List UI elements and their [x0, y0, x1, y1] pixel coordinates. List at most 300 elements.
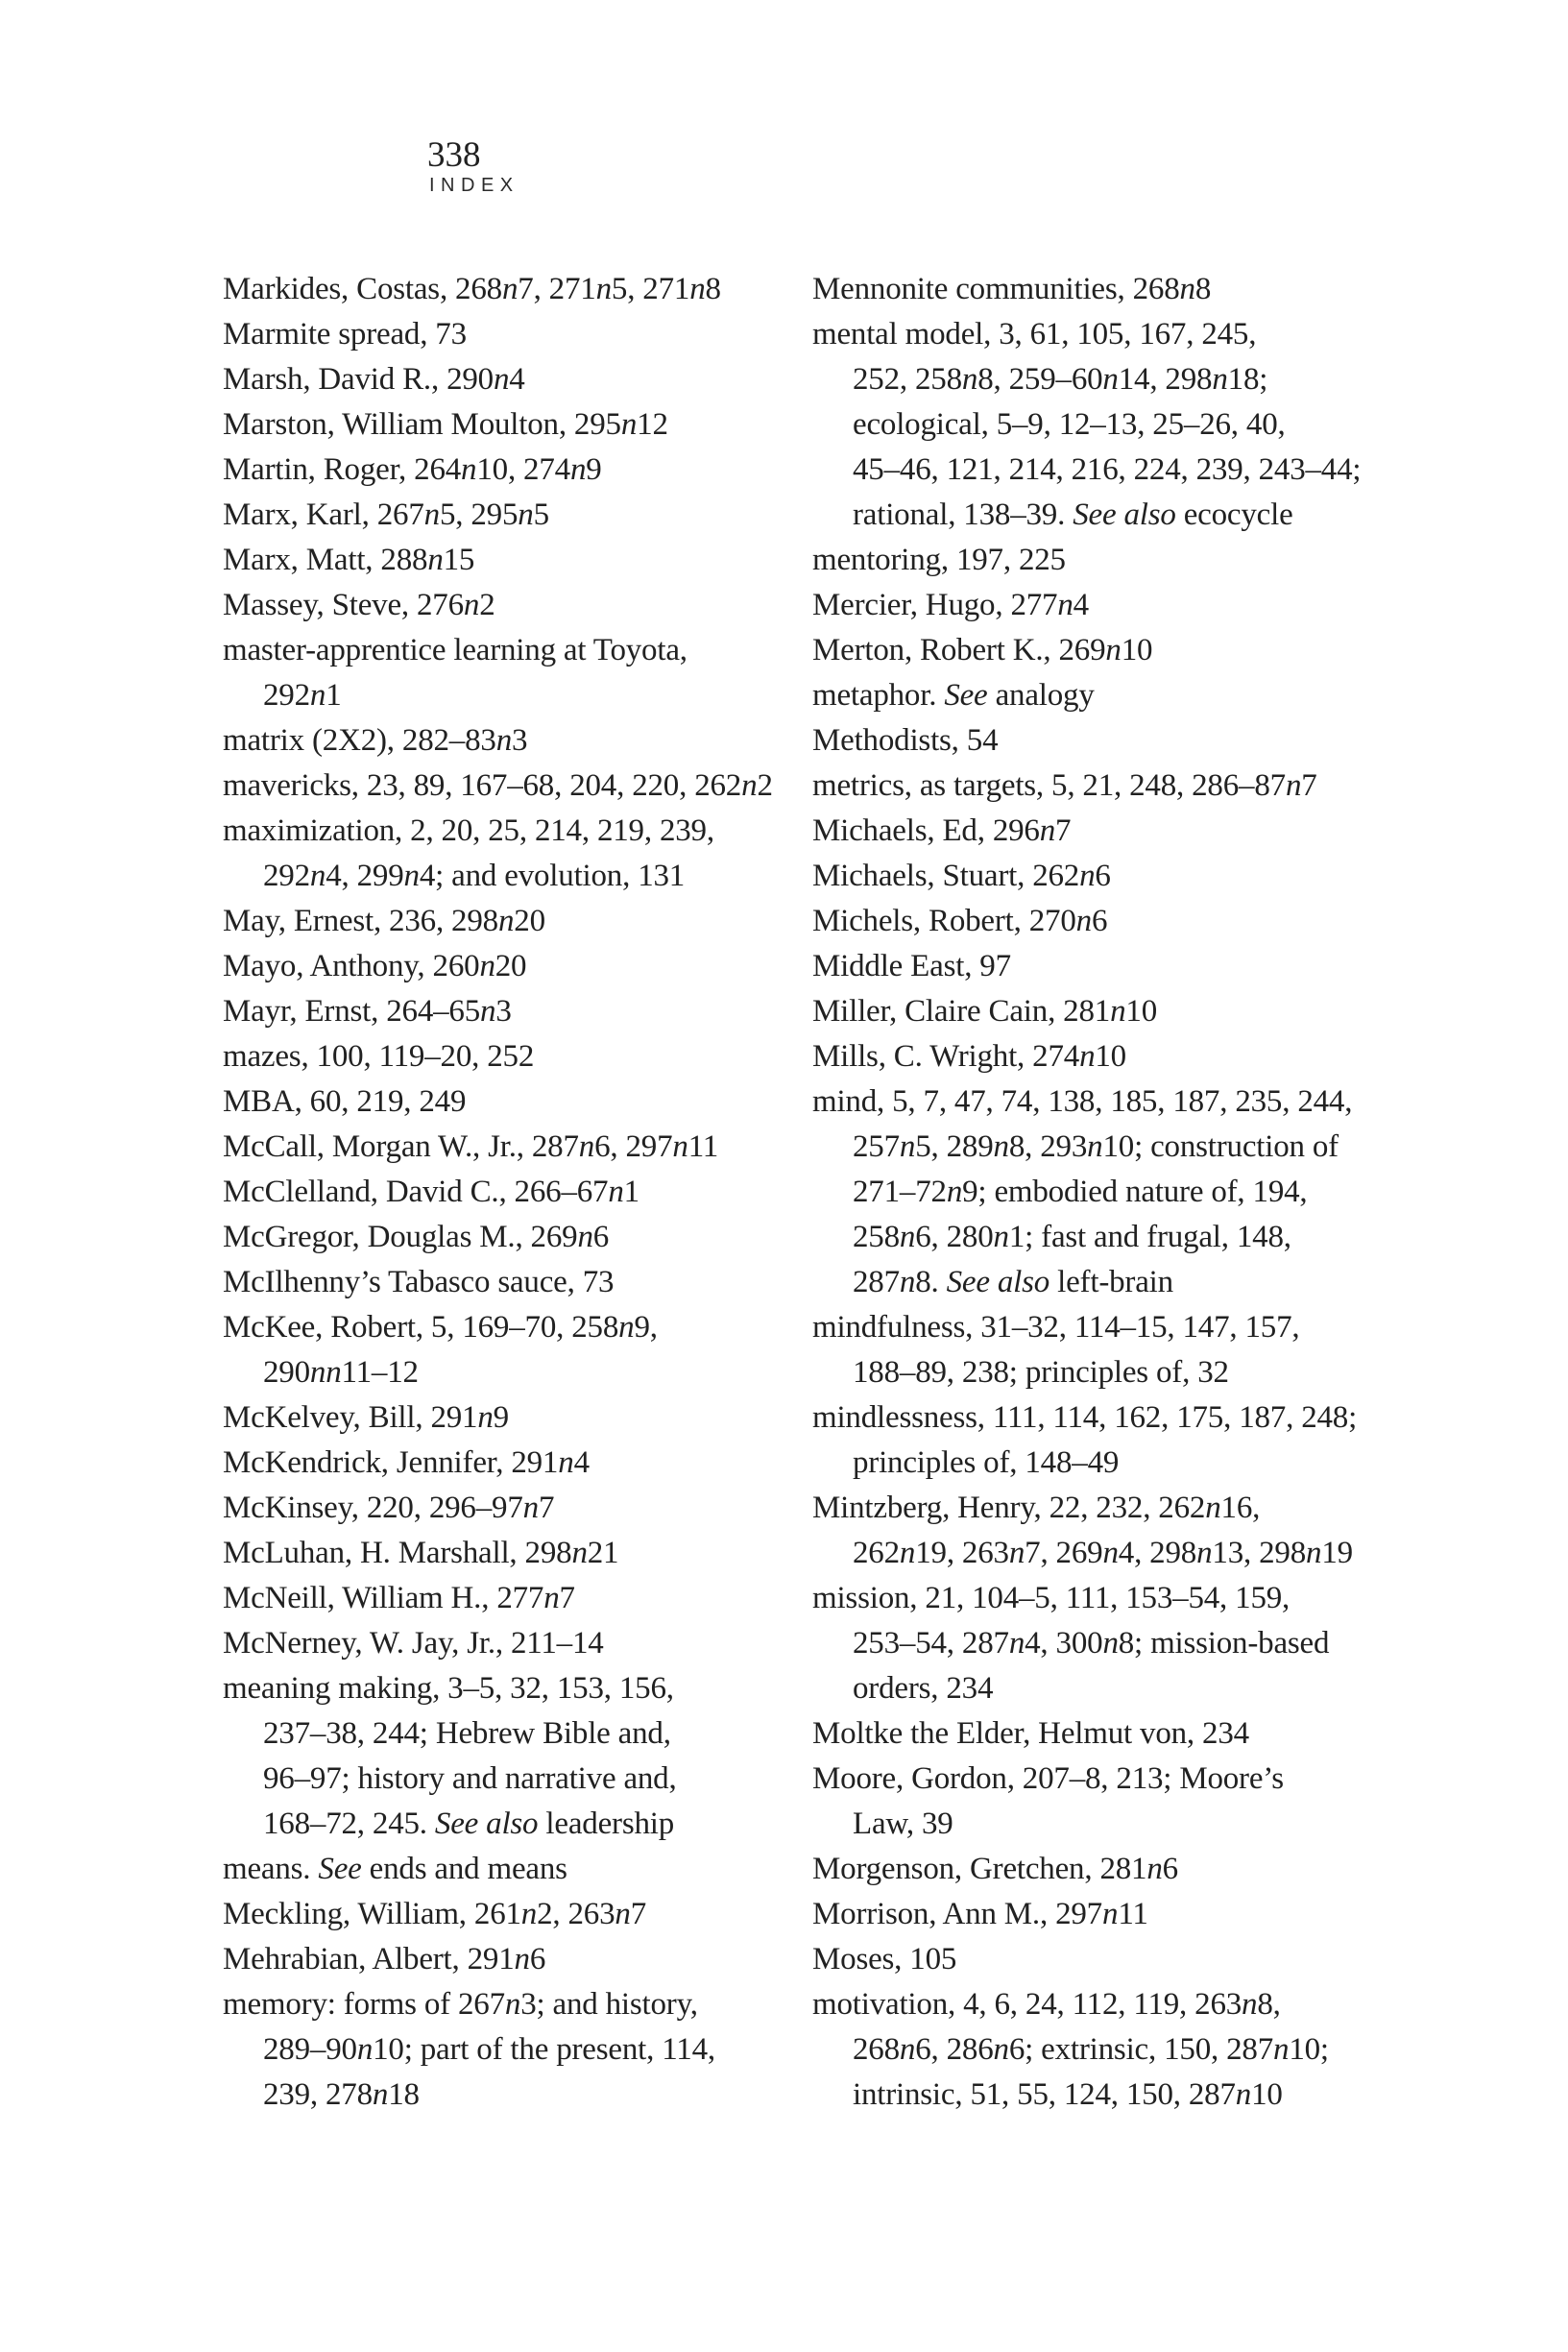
index-line-run: 9 — [586, 452, 602, 487]
index-line-run: 188–89, 238; principles of, 32 — [853, 1355, 1229, 1390]
index-line-italic-run: n — [1285, 768, 1302, 803]
index-line-run: mavericks, 23, 89, 167–68, 204, 220, 262 — [223, 768, 742, 803]
index-line — [223, 809, 799, 854]
index-line-run: Marsh, David R., 290 — [223, 362, 494, 397]
index-line — [812, 764, 1388, 809]
index-line-run: 292 — [263, 859, 310, 893]
index-line-italic-run: n — [1102, 362, 1119, 397]
index-line-italic-run: n — [543, 1581, 560, 1615]
index-line-run: 5, 289 — [915, 1129, 994, 1164]
index-line-run: Mehrabian, Albert, 291 — [223, 1942, 515, 1976]
index-line — [223, 1170, 799, 1215]
index-line-run: 7 — [559, 1581, 575, 1615]
index-line-run: 7 — [1301, 768, 1317, 803]
index-line-run: 5 — [533, 497, 549, 532]
index-line-run: 11 — [688, 1129, 719, 1164]
index-line-italic-run: n — [993, 1220, 1009, 1254]
index-line-run: 12 — [637, 407, 668, 442]
index-line-italic-run: n — [1205, 1491, 1221, 1525]
index-line-run: 4, 299 — [326, 859, 404, 893]
index-line-run: analogy — [987, 678, 1095, 713]
index-line-run: McGregor, Douglas M., 269 — [223, 1220, 578, 1254]
index-line-italic-run: See — [944, 678, 988, 713]
index-line-run: metaphor. — [812, 678, 945, 713]
index-line-italic-run: n — [1079, 859, 1096, 893]
index-line-italic-run: n — [477, 1400, 494, 1435]
index-line-run: Mayo, Anthony, 260 — [223, 949, 480, 983]
index-line-run: Marx, Matt, 288 — [223, 543, 428, 577]
index-line-run: 18 — [388, 2077, 420, 2112]
index-line — [812, 1757, 1388, 1802]
index-line-italic-run: n — [518, 497, 534, 532]
index-line — [223, 2073, 799, 2118]
index-line-run: mindlessness, 111, 114, 162, 175, 187, 248; — [812, 1400, 1358, 1435]
index-line-italic-run: n — [672, 1129, 688, 1164]
index-line-run: ends and means — [361, 1852, 567, 1886]
index-line-run: mind, 5, 7, 47, 74, 138, 185, 187, 235, 244, — [812, 1084, 1353, 1119]
index-line-run: Moses, 105 — [812, 1942, 957, 1976]
index-line-italic-run: n — [608, 1175, 624, 1209]
index-line — [223, 1125, 799, 1170]
index-line — [223, 673, 799, 718]
index-line — [223, 944, 799, 989]
index-line-italic-run: n — [461, 452, 477, 487]
index-line — [812, 854, 1388, 899]
index-line-run: 287 — [853, 1265, 900, 1299]
index-line-run: 5, 271 — [611, 272, 690, 306]
index-line-run: 3 — [495, 994, 512, 1029]
index-line-run: Michels, Robert, 270 — [812, 904, 1076, 938]
index-line-run: 6 — [1095, 859, 1111, 893]
index-line — [223, 1576, 799, 1621]
index-line — [223, 854, 799, 899]
index-line-run: 7, 271 — [518, 272, 596, 306]
index-line-run: Miller, Claire Cain, 281 — [812, 994, 1111, 1029]
index-line-run: 10 — [1251, 2077, 1283, 2112]
index-line — [223, 899, 799, 944]
index-line — [223, 1937, 799, 1982]
index-line — [812, 357, 1388, 402]
index-line-run: 9 — [493, 1400, 509, 1435]
index-line — [223, 1215, 799, 1260]
index-line — [223, 1802, 799, 1847]
index-line-run: Michaels, Ed, 296 — [812, 813, 1040, 848]
index-line-run: Marston, William Moulton, 295 — [223, 407, 621, 442]
index-line-italic-run: See also — [434, 1806, 539, 1841]
index-line-run: 9, — [634, 1310, 658, 1345]
index-line-run: McKee, Robert, 5, 169–70, 258 — [223, 1310, 619, 1345]
index-line-run: matrix (2X2), 282–83 — [223, 723, 496, 758]
index-line-run: 292 — [263, 678, 310, 713]
index-line-run: 10 — [1121, 633, 1153, 667]
index-line-run: metrics, as targets, 5, 21, 248, 286–87 — [812, 768, 1286, 803]
index-line-italic-run: n — [1105, 633, 1122, 667]
index-line — [812, 899, 1388, 944]
index-line-italic-run: See also — [946, 1265, 1050, 1299]
index-line-run: McClelland, David C., 266–67 — [223, 1175, 609, 1209]
index-line-run: means. — [223, 1852, 319, 1886]
index-line-run: 1 — [326, 678, 342, 713]
index-line-run: 21 — [587, 1536, 619, 1570]
index-column-right — [812, 267, 1388, 2118]
index-line-run: 6 — [1162, 1852, 1178, 1886]
index-line-run: McKelvey, Bill, 291 — [223, 1400, 478, 1435]
index-line — [223, 448, 799, 493]
index-line — [223, 1666, 799, 1711]
index-line — [223, 1260, 799, 1305]
index-line-italic-run: n — [993, 2032, 1009, 2067]
index-line-italic-run: n — [1242, 1987, 1258, 2022]
index-line-run: 4, 298 — [1118, 1536, 1197, 1570]
index-line-run: 258 — [853, 1220, 900, 1254]
index-line — [812, 1170, 1388, 1215]
index-line — [223, 583, 799, 628]
index-line — [812, 1531, 1388, 1576]
index-line-italic-run: n — [618, 1310, 635, 1345]
index-line-run: McLuhan, H. Marshall, 298 — [223, 1536, 572, 1570]
index-line — [812, 2027, 1388, 2073]
index-line-italic-run: n — [899, 1536, 916, 1570]
index-line-run: 3; and history, — [520, 1987, 698, 2022]
index-line-run: 10 — [1095, 1039, 1126, 1074]
index-line — [812, 1395, 1388, 1441]
index-line-run: McNeill, William H., 277 — [223, 1581, 544, 1615]
index-line — [812, 944, 1388, 989]
index-line — [223, 1034, 799, 1079]
index-line-italic-run: n — [1212, 362, 1228, 397]
index-line-italic-run: n — [577, 1220, 593, 1254]
index-line — [223, 1305, 799, 1350]
index-line — [812, 989, 1388, 1034]
index-line-italic-run: n — [501, 272, 519, 306]
index-line-run: 3 — [512, 723, 528, 758]
index-line-run: Michaels, Stuart, 262 — [812, 859, 1080, 893]
index-line-run: 10 — [1125, 994, 1157, 1029]
index-line — [812, 1305, 1388, 1350]
index-line-run: Moore, Gordon, 207–8, 213; Moore’s — [812, 1761, 1284, 1796]
index-line-italic-run: n — [1306, 1536, 1322, 1570]
index-line-italic-run: n — [1146, 1852, 1163, 1886]
index-line-run: memory: forms of 267 — [223, 1987, 505, 2022]
index-line-italic-run: n — [1039, 813, 1056, 848]
index-line-run: McIlhenny’s Tabasco sauce, 73 — [223, 1265, 615, 1299]
index-line — [223, 989, 799, 1034]
index-line — [812, 673, 1388, 718]
index-line-run: 2, 263 — [537, 1897, 615, 1931]
index-line-run: 168–72, 245. — [263, 1806, 435, 1841]
index-line-run: 96–97; history and narrative and, — [263, 1761, 677, 1796]
index-line — [223, 718, 799, 764]
index-line-run: 8 — [705, 272, 721, 306]
index-line-run: Middle East, 97 — [812, 949, 1011, 983]
index-line-run: intrinsic, 51, 55, 124, 150, 287 — [853, 2077, 1236, 2112]
index-line — [812, 809, 1388, 854]
index-line-italic-run: n — [569, 452, 587, 487]
index-line-italic-run: See also — [1073, 497, 1176, 532]
index-line-run: Morgenson, Gretchen, 281 — [812, 1852, 1147, 1886]
index-line-run: 11 — [1118, 1897, 1148, 1931]
index-line-italic-run: n — [356, 2032, 374, 2067]
index-line-run: 4, 300 — [1025, 1626, 1103, 1661]
index-line-italic-run: n — [946, 1175, 963, 1209]
index-line-run: 262 — [853, 1536, 900, 1570]
index-line-run: 4 — [573, 1445, 590, 1480]
index-line-italic-run: n — [615, 1897, 631, 1931]
index-line-run: 8, 293 — [1008, 1129, 1088, 1164]
index-line-run: 8, 259–60 — [977, 362, 1103, 397]
index-line-italic-run: n — [1102, 1897, 1119, 1931]
index-line-italic-run: n — [899, 1265, 916, 1299]
index-line-run: 6, 297 — [594, 1129, 673, 1164]
index-line — [223, 1757, 799, 1802]
index-line — [812, 493, 1388, 538]
index-line-run: 6 — [529, 1942, 546, 1976]
index-line-run: 5, 295 — [439, 497, 519, 532]
index-line — [812, 1937, 1388, 1982]
index-line-run: mentoring, 197, 225 — [812, 543, 1066, 577]
index-line-run: 19 — [1321, 1536, 1353, 1570]
index-line-run: maximization, 2, 20, 25, 214, 219, 239, — [223, 813, 714, 848]
index-line-run: 8 — [1194, 272, 1212, 306]
index-line-run: 6 — [592, 1220, 610, 1254]
index-line-run: Markides, Costas, 268 — [223, 272, 502, 306]
index-line-italic-run: n — [309, 678, 326, 713]
index-line — [223, 2027, 799, 2073]
index-line-run: 6, 286 — [915, 2032, 994, 2067]
index-column-left — [223, 267, 799, 2118]
index-line — [223, 1621, 799, 1666]
index-line-run: 19, 263 — [915, 1536, 1009, 1570]
index-line-run: 6; extrinsic, 150, 287 — [1008, 2032, 1273, 2067]
index-line-run: 257 — [853, 1129, 900, 1164]
index-line-run: 7, 269 — [1025, 1536, 1103, 1570]
index-line-run: 8. — [915, 1265, 947, 1299]
index-line-italic-run: n — [522, 1491, 539, 1525]
index-line-run: 289–90 — [263, 2032, 357, 2067]
index-line-run: 20 — [514, 904, 545, 938]
index-line — [223, 1079, 799, 1125]
index-line-run: 2 — [757, 768, 773, 803]
index-line-run: principles of, 148–49 — [853, 1445, 1120, 1480]
index-line-run: 18; — [1227, 362, 1268, 397]
index-line — [223, 493, 799, 538]
index-line-italic-run: n — [558, 1445, 574, 1480]
index-line-run: 14, 298 — [1118, 362, 1213, 397]
index-line-run: 10; part of the present, 114, — [373, 2032, 715, 2067]
index-line-run: Law, 39 — [853, 1806, 953, 1841]
index-line-italic-run: n — [899, 1129, 916, 1164]
index-line-italic-run: n — [1110, 994, 1126, 1029]
index-line-italic-run: n — [493, 362, 510, 397]
index-line — [223, 1531, 799, 1576]
index-line-italic-run: n — [993, 1129, 1009, 1164]
index-line-italic-run: n — [1196, 1536, 1213, 1570]
index-line-run: 4 — [1073, 588, 1089, 622]
index-line-run: 16, — [1220, 1491, 1261, 1525]
index-line-run: rational, 138–39. — [853, 497, 1073, 532]
index-line — [812, 1802, 1388, 1847]
index-line-run: 1 — [623, 1175, 639, 1209]
index-line-run: 2 — [479, 588, 495, 622]
index-line — [812, 1847, 1388, 1892]
index-line-run: 4; and evolution, 131 — [419, 859, 686, 893]
index-line-italic-run: n — [620, 407, 638, 442]
index-line-run: 290 — [263, 1355, 310, 1390]
index-line-run: 10; — [1289, 2032, 1329, 2067]
index-line — [223, 764, 799, 809]
index-line — [812, 402, 1388, 448]
index-line-run: 45–46, 121, 214, 216, 224, 239, 243–44; — [853, 452, 1362, 487]
index-line — [812, 312, 1388, 357]
index-line-run: 239, 278 — [263, 2077, 373, 2112]
index-line-italic-run: n — [309, 859, 326, 893]
index-line-run: 6 — [1091, 904, 1108, 938]
index-line-italic-run: n — [372, 2077, 389, 2112]
index-line — [223, 1441, 799, 1486]
index-line-run: 1; fast and frugal, 148, — [1008, 1220, 1291, 1254]
index-line — [812, 583, 1388, 628]
index-line-run: 8; mission-based — [1118, 1626, 1330, 1661]
index-line-italic-run: n — [595, 272, 612, 306]
index-line-italic-run: n — [423, 497, 440, 532]
index-line-italic-run: n — [578, 1129, 595, 1164]
index-line-italic-run: nn — [309, 1355, 342, 1390]
index-line-italic-run: n — [480, 994, 496, 1029]
index-line — [812, 628, 1388, 673]
index-line — [223, 1892, 799, 1937]
index-line-run: ecocycle — [1175, 497, 1293, 532]
index-line-italic-run: n — [1273, 2032, 1290, 2067]
index-line-italic-run: n — [403, 859, 420, 893]
index-line-italic-run: n — [571, 1536, 588, 1570]
index-line-italic-run: n — [1179, 272, 1195, 306]
index-line-run: McKinsey, 220, 296–97 — [223, 1491, 523, 1525]
index-line-italic-run: n — [514, 1942, 530, 1976]
index-line-run: mental model, 3, 61, 105, 167, 245, — [812, 317, 1257, 352]
index-line-run: mission, 21, 104–5, 111, 153–54, 159, — [812, 1581, 1291, 1615]
index-line — [812, 1125, 1388, 1170]
index-line-run: Methodists, 54 — [812, 723, 999, 758]
index-line-italic-run: n — [689, 272, 706, 306]
index-line-run: meaning making, 3–5, 32, 153, 156, — [223, 1671, 674, 1706]
index-line-run: May, Ernest, 236, 298 — [223, 904, 498, 938]
index-line — [812, 2073, 1388, 2118]
index-line-run: Massey, Steve, 276 — [223, 588, 464, 622]
index-line-italic-run: n — [520, 1897, 538, 1931]
index-line-run: Mintzberg, Henry, 22, 232, 262 — [812, 1491, 1206, 1525]
index-line-run: Morrison, Ann M., 297 — [812, 1897, 1102, 1931]
index-line-italic-run: n — [899, 2032, 916, 2067]
index-line-run: left-brain — [1049, 1265, 1173, 1299]
index-line-run: Martin, Roger, 264 — [223, 452, 462, 487]
index-line — [223, 628, 799, 673]
index-line-run: 9; embodied nature of, 194, — [962, 1175, 1308, 1209]
index-line-italic-run: n — [1008, 1626, 1025, 1661]
index-line-run: Marmite spread, 73 — [223, 317, 467, 352]
index-line-italic-run: n — [479, 949, 495, 983]
index-line-run: Mayr, Ernst, 264–65 — [223, 994, 481, 1029]
index-line — [223, 1350, 799, 1395]
index-line-run: Mercier, Hugo, 277 — [812, 588, 1058, 622]
index-line-run: 7 — [1055, 813, 1072, 848]
index-line-run: 7 — [538, 1491, 555, 1525]
index-line-run: Mennonite communities, 268 — [812, 272, 1180, 306]
index-line — [812, 1982, 1388, 2027]
index-line — [812, 718, 1388, 764]
index-line — [223, 312, 799, 357]
index-line-run: 253–54, 287 — [853, 1626, 1009, 1661]
index-line-run: Meckling, William, 261 — [223, 1897, 521, 1931]
index-line-run: 13, 298 — [1212, 1536, 1306, 1570]
index-line — [812, 1892, 1388, 1937]
index-line-italic-run: n — [899, 1220, 916, 1254]
index-line-run: 10, 274 — [476, 452, 570, 487]
index-line — [223, 402, 799, 448]
section-title: INDEX — [429, 175, 519, 196]
index-line — [223, 1486, 799, 1531]
index-line-italic-run: n — [1102, 1626, 1119, 1661]
index-line-run: McNerney, W. Jay, Jr., 211–14 — [223, 1626, 604, 1661]
index-line-run: 252, 258 — [853, 362, 962, 397]
index-line — [223, 1982, 799, 2027]
index-line-run: 8, — [1257, 1987, 1281, 2022]
index-line — [812, 1621, 1388, 1666]
index-line — [223, 538, 799, 583]
index-line-run: 268 — [853, 2032, 900, 2067]
index-line — [812, 1350, 1388, 1395]
index-line-run: McKendrick, Jennifer, 291 — [223, 1445, 559, 1480]
index-line-run: Marx, Karl, 267 — [223, 497, 424, 532]
index-line-run: Merton, Robert K., 269 — [812, 633, 1106, 667]
index-line — [812, 1034, 1388, 1079]
index-line-italic-run: See — [318, 1852, 362, 1886]
index-line-italic-run: n — [1087, 1129, 1103, 1164]
index-line-italic-run: n — [741, 768, 758, 803]
index-line — [223, 357, 799, 402]
index-line-italic-run: n — [504, 1987, 521, 2022]
index-line-run: master-apprentice learning at Toyota, — [223, 633, 688, 667]
index-line-run: McCall, Morgan W., Jr., 287 — [223, 1129, 579, 1164]
index-line — [812, 1711, 1388, 1757]
index-line-run: 15 — [443, 543, 475, 577]
index-line-run: 7 — [630, 1897, 647, 1931]
index-line-italic-run: n — [1075, 904, 1092, 938]
index-line-run: ecological, 5–9, 12–13, 25–26, 40, — [853, 407, 1286, 442]
index-line — [812, 448, 1388, 493]
index-line — [812, 1441, 1388, 1486]
index-line-italic-run: n — [1102, 1536, 1119, 1570]
index-line-run: motivation, 4, 6, 24, 112, 119, 263 — [812, 1987, 1242, 2022]
index-line-run: 20 — [495, 949, 527, 983]
index-line-run: mindfulness, 31–32, 114–15, 147, 157, — [812, 1310, 1300, 1345]
index-line-italic-run: n — [1079, 1039, 1096, 1074]
index-line-run: leadership — [538, 1806, 675, 1841]
index-line-run: 11–12 — [341, 1355, 419, 1390]
index-line — [223, 1395, 799, 1441]
index-line-run: 237–38, 244; Hebrew Bible and, — [263, 1716, 671, 1751]
index-line-italic-run: n — [495, 723, 513, 758]
index-line-italic-run: n — [1057, 588, 1073, 622]
index-line — [223, 1847, 799, 1892]
index-line — [812, 1486, 1388, 1531]
index-line-run: 10; construction of — [1102, 1129, 1339, 1164]
index-line-run: 4 — [509, 362, 525, 397]
index-line-italic-run: n — [1008, 1536, 1025, 1570]
index-line-italic-run: n — [1235, 2077, 1252, 2112]
index-line-italic-run: n — [463, 588, 480, 622]
index-line — [812, 1260, 1388, 1305]
index-line — [812, 1079, 1388, 1125]
